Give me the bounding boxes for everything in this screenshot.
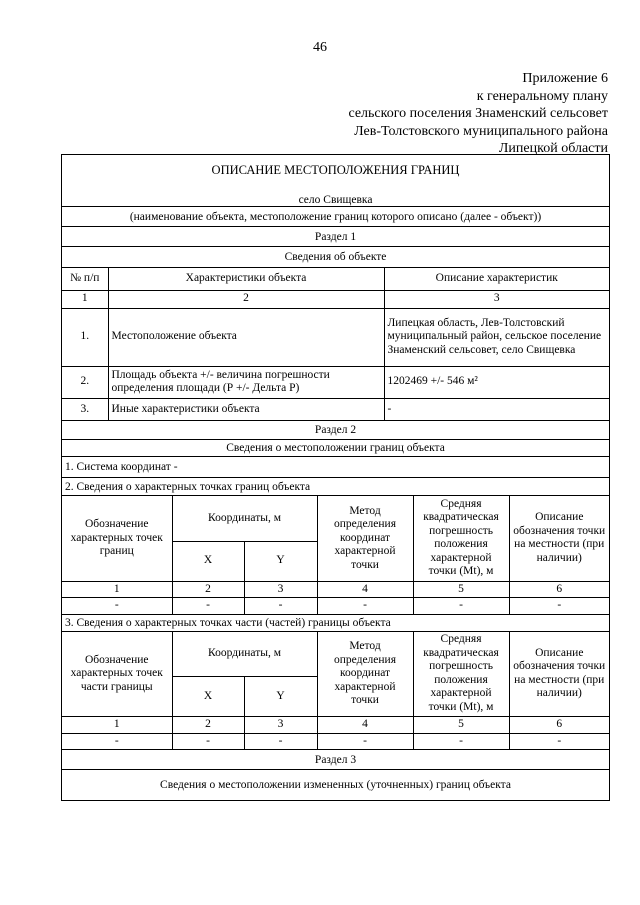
table-cell: - [172,733,244,749]
table-cell: - [62,733,172,749]
col-number: 1 [62,717,172,734]
header-y: Y [244,677,317,717]
row-description: 1202469 +/- 546 м² [384,366,609,398]
header-coordinates: Координаты, м [172,496,317,541]
section1-subheading: Сведения об объекте [62,246,609,267]
col-number: 1 [62,581,172,598]
header-description: Описание обозначения точки на местности (при наличии) [509,632,609,717]
table-cell: - [413,598,509,614]
points-title: 2. Сведения о характерных точках границ объекта [62,477,609,495]
section2-heading: Раздел 2 [62,420,609,439]
section3-subheading: Сведения о местоположении измененных (уточненных) границ объекта [62,769,609,800]
col-number: 3 [244,717,317,734]
appendix-line: Лев-Толстовского муниципального района [354,123,608,139]
table-row [62,366,609,398]
row-description: - [384,398,609,420]
col-number: 2 [172,717,244,734]
appendix-line: сельского поселения Знаменский сельсовет [348,106,608,121]
object-info-table [62,267,609,420]
header-error: Средняя квадратическая погрешность положения характерной точки (Mt), м [413,632,509,717]
table-cell: - [172,598,244,614]
col-number: 5 [413,581,509,598]
coordinate-system: 1. Система координат - [62,456,609,477]
col-header-num: № п/п [62,268,108,290]
table-row [62,308,609,366]
col-number: 6 [509,717,609,734]
object-name: село Свищевка [298,194,373,206]
header-error: Средняя квадратическая погрешность положения характерной точки (Mt), м [413,496,509,581]
appendix-line: Липецкой области [498,141,608,156]
table-row [62,398,609,420]
header-designation: Обозначение характерных точек границ [62,496,172,581]
appendix-header [348,70,608,158]
col-number: 3 [244,581,317,598]
table-cell: - [62,598,172,614]
parts-title: 3. Сведения о характерных точках части (частей) границы объекта [62,614,609,631]
table-cell: - [317,598,413,614]
table-cell: - [317,733,413,749]
table-cell: - [244,598,317,614]
page-number: 46 [313,40,327,55]
table-row [62,733,609,749]
boundary-parts-table [62,631,609,750]
row-num: 3. [62,398,108,420]
table-cell: - [244,733,317,749]
row-num: 2. [62,366,108,398]
section1-heading: Раздел 1 [62,226,609,246]
col-number: 2 [172,581,244,598]
header-description: Описание обозначения точки на местности (при наличии) [509,496,609,581]
header-x: X [172,677,244,717]
row-characteristic: Иные характеристики объекта [108,398,384,420]
col-header-characteristic: Характеристики объекта [108,268,384,290]
col-number: 5 [413,717,509,734]
appendix-line: к генеральному плану [476,88,608,104]
table-row [62,598,609,614]
col-number: 6 [509,581,609,598]
appendix-line: Приложение 6 [522,71,608,86]
row-num: 1. [62,308,108,366]
object-caption: (наименование объекта, местоположение границ которого описано (далее - объект)) [62,206,609,226]
header-x: X [172,541,244,581]
boundary-points-table [62,495,609,614]
row-description: Липецкая область, Лев-Толстовский муниципальный район, сельское поселение Знаменский сельсовет, село Свищевка [384,308,609,366]
section3-heading: Раздел 3 [62,749,609,769]
header-method: Метод определения координат характерной точки [317,632,413,717]
form-title: ОПИСАНИЕ МЕСТОПОЛОЖЕНИЯ ГРАНИЦ [211,163,460,177]
col-number: 1 [62,290,108,308]
table-cell: - [413,733,509,749]
header-designation: Обозначение характерных точек части границы [62,632,172,717]
col-number: 4 [317,717,413,734]
col-number: 2 [108,290,384,308]
header-method: Метод определения координат характерной точки [317,496,413,581]
section2-subheading: Сведения о местоположении границ объекта [62,439,609,456]
col-header-description: Описание характеристик [384,268,609,290]
table-cell: - [509,733,609,749]
header-coordinates: Координаты, м [172,632,317,677]
row-characteristic: Местоположение объекта [108,308,384,366]
row-characteristic: Площадь объекта +/- величина погрешности определения площади (Р +/- Дельта Р) [108,366,384,398]
col-number: 3 [384,290,609,308]
col-number: 4 [317,581,413,598]
boundary-description-form [61,154,610,801]
header-y: Y [244,541,317,581]
table-cell: - [509,598,609,614]
